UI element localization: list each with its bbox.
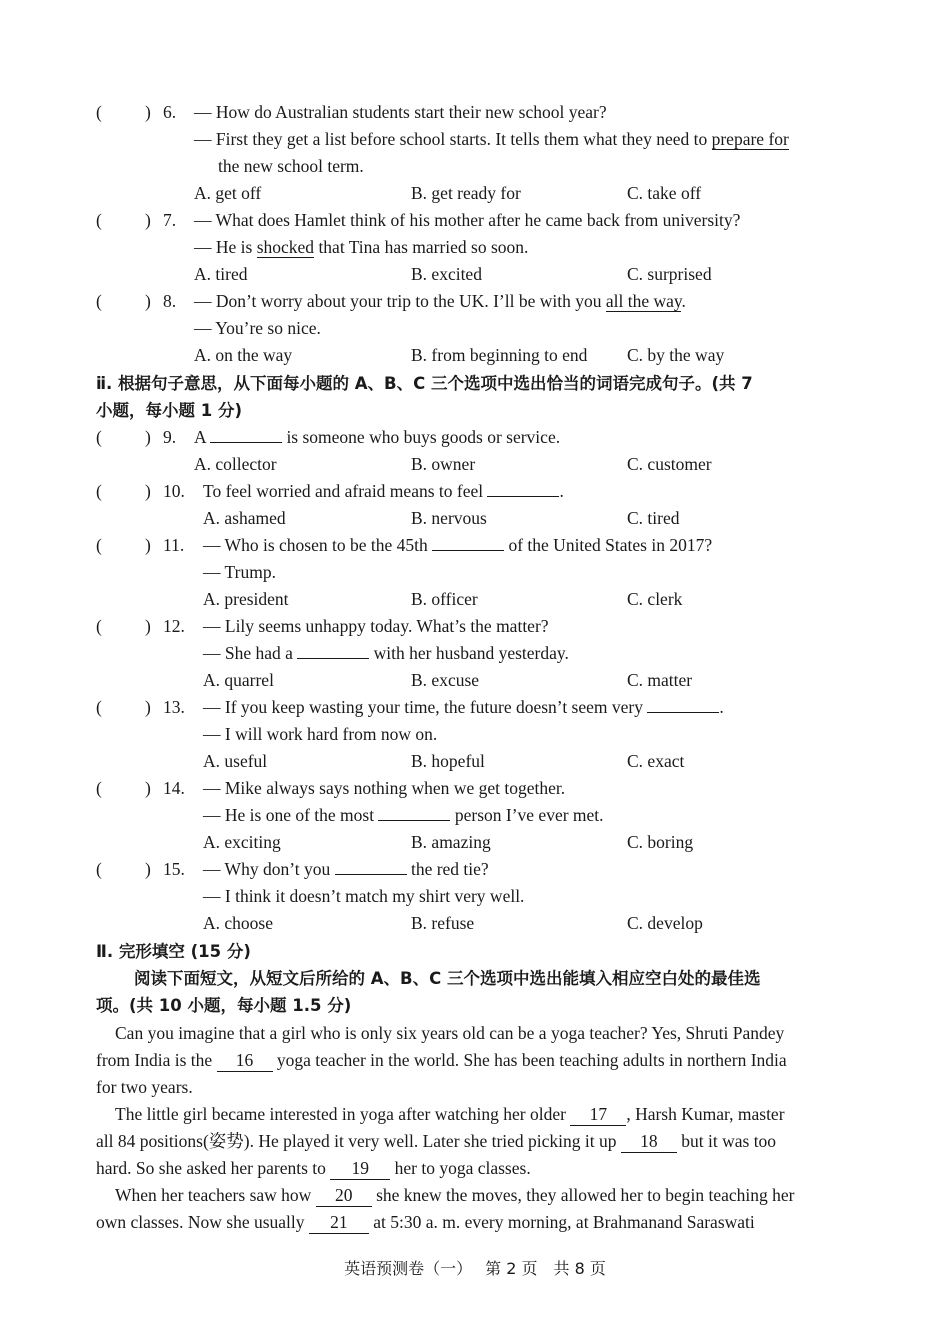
answer-blank[interactable] (647, 694, 719, 713)
answer-blank[interactable] (297, 640, 369, 659)
question-text: — Lily seems unhappy today. What’s the matter? (203, 616, 549, 636)
question-number: 9. (163, 427, 177, 447)
option-c: C. surprised (627, 264, 712, 284)
instruction-text: 阅读下面短文，从短文后所给的 A、B、C 三个选项中选出能填入相应空白处的最佳选 (134, 969, 761, 988)
option-c: C. develop (627, 913, 703, 933)
passage-text: When her teachers saw how (115, 1185, 316, 1205)
options-row (0, 910, 950, 937)
cloze-blank-20[interactable]: 20 (316, 1184, 372, 1207)
option-b: B. amazing (411, 832, 491, 852)
answer-text: — He is (194, 237, 257, 257)
cloze-blank-17[interactable]: 17 (570, 1103, 626, 1126)
answer-text: — First they get a list before school starts. It tells them what they need to (194, 129, 712, 149)
section-instruction (0, 992, 950, 1019)
passage-text: , Harsh Kumar, master (626, 1104, 785, 1124)
answer-paren-close: ) (145, 427, 151, 447)
underlined-word: shocked (256, 237, 315, 257)
answer-text: with her husband yesterday. (369, 643, 569, 663)
question-text: — How do Australian students start their new school year? (194, 102, 607, 122)
option-c: C. boring (627, 832, 694, 852)
section-heading (0, 397, 950, 424)
question-text: — Mike always says nothing when we get together. (203, 778, 566, 798)
option-b: B. from beginning to end (411, 345, 588, 365)
options-row (0, 342, 950, 369)
passage-text: own classes. Now she usually (96, 1212, 309, 1232)
answer-blank[interactable] (335, 856, 407, 875)
options-row (0, 586, 950, 613)
answer-paren-close: ) (145, 778, 151, 798)
passage-text: but it was too (676, 1131, 777, 1151)
question-number: 10. (163, 481, 185, 501)
answer-text: person I’ve ever met. (450, 805, 604, 825)
answer-line (0, 559, 950, 586)
option-a: A. choose (203, 913, 273, 933)
question-text: — If you keep wasting your time, the future doesn’t seem very (203, 697, 648, 717)
answer-text: — She had a (203, 643, 298, 663)
section-instruction (0, 965, 950, 992)
passage-line (0, 1209, 950, 1236)
answer-paren-open: ( (96, 697, 102, 717)
question-9 (0, 424, 950, 451)
answer-paren-open: ( (96, 481, 102, 501)
option-a: A. ashamed (203, 508, 286, 528)
passage-line (0, 1182, 950, 1209)
answer-paren-close: ) (145, 481, 151, 501)
answer-line (0, 883, 950, 910)
answer-paren-close: ) (145, 616, 151, 636)
answer-line (0, 315, 950, 342)
options-row (0, 261, 950, 288)
question-11 (0, 532, 950, 559)
question-text: — What does Hamlet think of his mother after he came back from university? (194, 210, 741, 230)
passage-line (0, 1047, 950, 1074)
page-footer: 英语预测卷（一） 第 2 页 共 8 页 (344, 1259, 606, 1278)
option-c: C. matter (627, 670, 693, 690)
passage-line (0, 1074, 950, 1101)
answer-line (0, 126, 950, 153)
answer-text: — You’re so nice. (194, 318, 321, 338)
passage-text: Can you imagine that a girl who is only six years old can be a yoga teacher? Yes, Shruti Pandey (115, 1023, 785, 1043)
answer-paren-open: ( (96, 778, 102, 798)
answer-paren-open: ( (96, 616, 102, 636)
option-a: A. useful (203, 751, 268, 771)
options-row (0, 829, 950, 856)
question-number: 11. (163, 535, 185, 555)
answer-paren-close: ) (145, 697, 151, 717)
underlined-phrase: all the way (605, 291, 682, 311)
option-a: A. tired (194, 264, 248, 284)
question-12 (0, 613, 950, 640)
answer-text: the new school term. (218, 156, 364, 176)
option-b: B. owner (411, 454, 476, 474)
question-13 (0, 694, 950, 721)
answer-line (0, 234, 950, 261)
passage-text: her to yoga classes. (390, 1158, 531, 1178)
passage-line (0, 1101, 950, 1128)
section-title: Ⅱ. 完形填空 (15 分) (96, 942, 251, 961)
passage-text: yoga teacher in the world. She has been teaching adults in northern India (272, 1050, 787, 1070)
option-c: C. exact (627, 751, 685, 771)
answer-blank[interactable] (432, 532, 504, 551)
options-row (0, 180, 950, 207)
cloze-blank-18[interactable]: 18 (621, 1130, 677, 1153)
answer-text: — Trump. (203, 562, 276, 582)
passage-text: she knew the moves, they allowed her to begin teaching her (371, 1185, 795, 1205)
question-text: . (559, 481, 564, 501)
question-text: . (681, 291, 686, 311)
option-a: A. on the way (194, 345, 293, 365)
question-text: A (194, 427, 211, 447)
option-b: B. nervous (411, 508, 487, 528)
section-instruction: ⅱ. 根据句子意思，从下面每小题的 A、B、C 三个选项中选出恰当的词语完成句子。(共 7 (96, 374, 753, 393)
answer-paren-close: ) (145, 859, 151, 879)
option-b: B. excuse (411, 670, 480, 690)
passage-text: at 5:30 a. m. every morning, at Brahmanand Saraswati (368, 1212, 755, 1232)
options-row (0, 505, 950, 532)
question-number: 12. (163, 616, 185, 636)
answer-text: that Tina has married so soon. (314, 237, 529, 257)
question-number: 15. (163, 859, 185, 879)
answer-blank[interactable] (210, 424, 282, 443)
passage-text: all 84 positions(姿势). He played it very well. Later she tried picking it up (96, 1131, 621, 1151)
question-8 (0, 288, 950, 315)
answer-line (0, 721, 950, 748)
option-b: B. officer (411, 589, 478, 609)
option-c: C. clerk (627, 589, 683, 609)
passage-text: for two years. (96, 1077, 193, 1097)
answer-blank[interactable] (487, 478, 559, 497)
question-number: 14. (163, 778, 185, 798)
question-number: 13. (163, 697, 185, 717)
question-number: 8. (163, 291, 177, 311)
option-b: B. get ready for (411, 183, 521, 203)
question-text: of the United States in 2017? (504, 535, 713, 555)
question-6 (0, 99, 950, 126)
answer-paren-close: ) (145, 210, 151, 230)
question-text: is someone who buys goods or service. (282, 427, 561, 447)
option-a: A. exciting (203, 832, 281, 852)
passage-line (0, 1155, 950, 1182)
question-text: — Why don’t you (203, 859, 335, 879)
question-number: 6. (163, 102, 177, 122)
question-text: — Don’t worry about your trip to the UK. I’ll be with you (194, 291, 606, 311)
question-text: To feel worried and afraid means to feel (203, 481, 488, 501)
answer-text: — I will work hard from now on. (203, 724, 438, 744)
answer-paren-open: ( (96, 859, 102, 879)
answer-line (0, 802, 950, 829)
question-15 (0, 856, 950, 883)
answer-blank[interactable] (378, 802, 450, 821)
option-c: C. take off (627, 183, 702, 203)
answer-text: — I think it doesn’t match my shirt very well. (203, 886, 525, 906)
question-text: the red tie? (406, 859, 489, 879)
options-row (0, 748, 950, 775)
question-text: — Who is chosen to be the 45th (203, 535, 433, 555)
option-c: C. customer (627, 454, 712, 474)
option-b: B. hopeful (411, 751, 485, 771)
answer-paren-open: ( (96, 535, 102, 555)
answer-paren-close: ) (145, 102, 151, 122)
option-c: C. by the way (627, 345, 725, 365)
cloze-blank-21[interactable]: 21 (309, 1211, 369, 1234)
answer-line (0, 640, 950, 667)
question-14 (0, 775, 950, 802)
answer-paren-close: ) (145, 291, 151, 311)
answer-paren-close: ) (145, 535, 151, 555)
passage-text: from India is the (96, 1050, 217, 1070)
option-b: B. refuse (411, 913, 475, 933)
underlined-phrase: prepare for (711, 129, 789, 149)
option-a: A. quarrel (203, 670, 274, 690)
option-a: A. president (203, 589, 289, 609)
question-number: 7. (163, 210, 177, 230)
passage-text: hard. So she asked her parents to (96, 1158, 331, 1178)
instruction-text: 项。(共 10 小题，每小题 1.5 分) (96, 996, 352, 1015)
question-10 (0, 478, 950, 505)
section-instruction: 小题，每小题 1 分) (96, 401, 243, 420)
passage-text: The little girl became interested in yoga after watching her older (115, 1104, 571, 1124)
option-a: A. collector (194, 454, 277, 474)
option-b: B. excited (411, 264, 482, 284)
passage-line (0, 1128, 950, 1155)
option-a: A. get off (194, 183, 262, 203)
answer-paren-open: ( (96, 291, 102, 311)
options-row (0, 667, 950, 694)
options-row (0, 451, 950, 478)
cloze-blank-16[interactable]: 16 (217, 1049, 273, 1072)
passage-line (0, 1020, 950, 1047)
section-heading (0, 938, 950, 965)
section-heading (0, 370, 950, 397)
option-c: C. tired (627, 508, 680, 528)
question-7 (0, 207, 950, 234)
answer-line (0, 153, 950, 180)
cloze-blank-19[interactable]: 19 (330, 1157, 390, 1180)
answer-text: — He is one of the most (203, 805, 379, 825)
answer-paren-open: ( (96, 210, 102, 230)
question-text: . (719, 697, 724, 717)
answer-paren-open: ( (96, 102, 102, 122)
answer-paren-open: ( (96, 427, 102, 447)
